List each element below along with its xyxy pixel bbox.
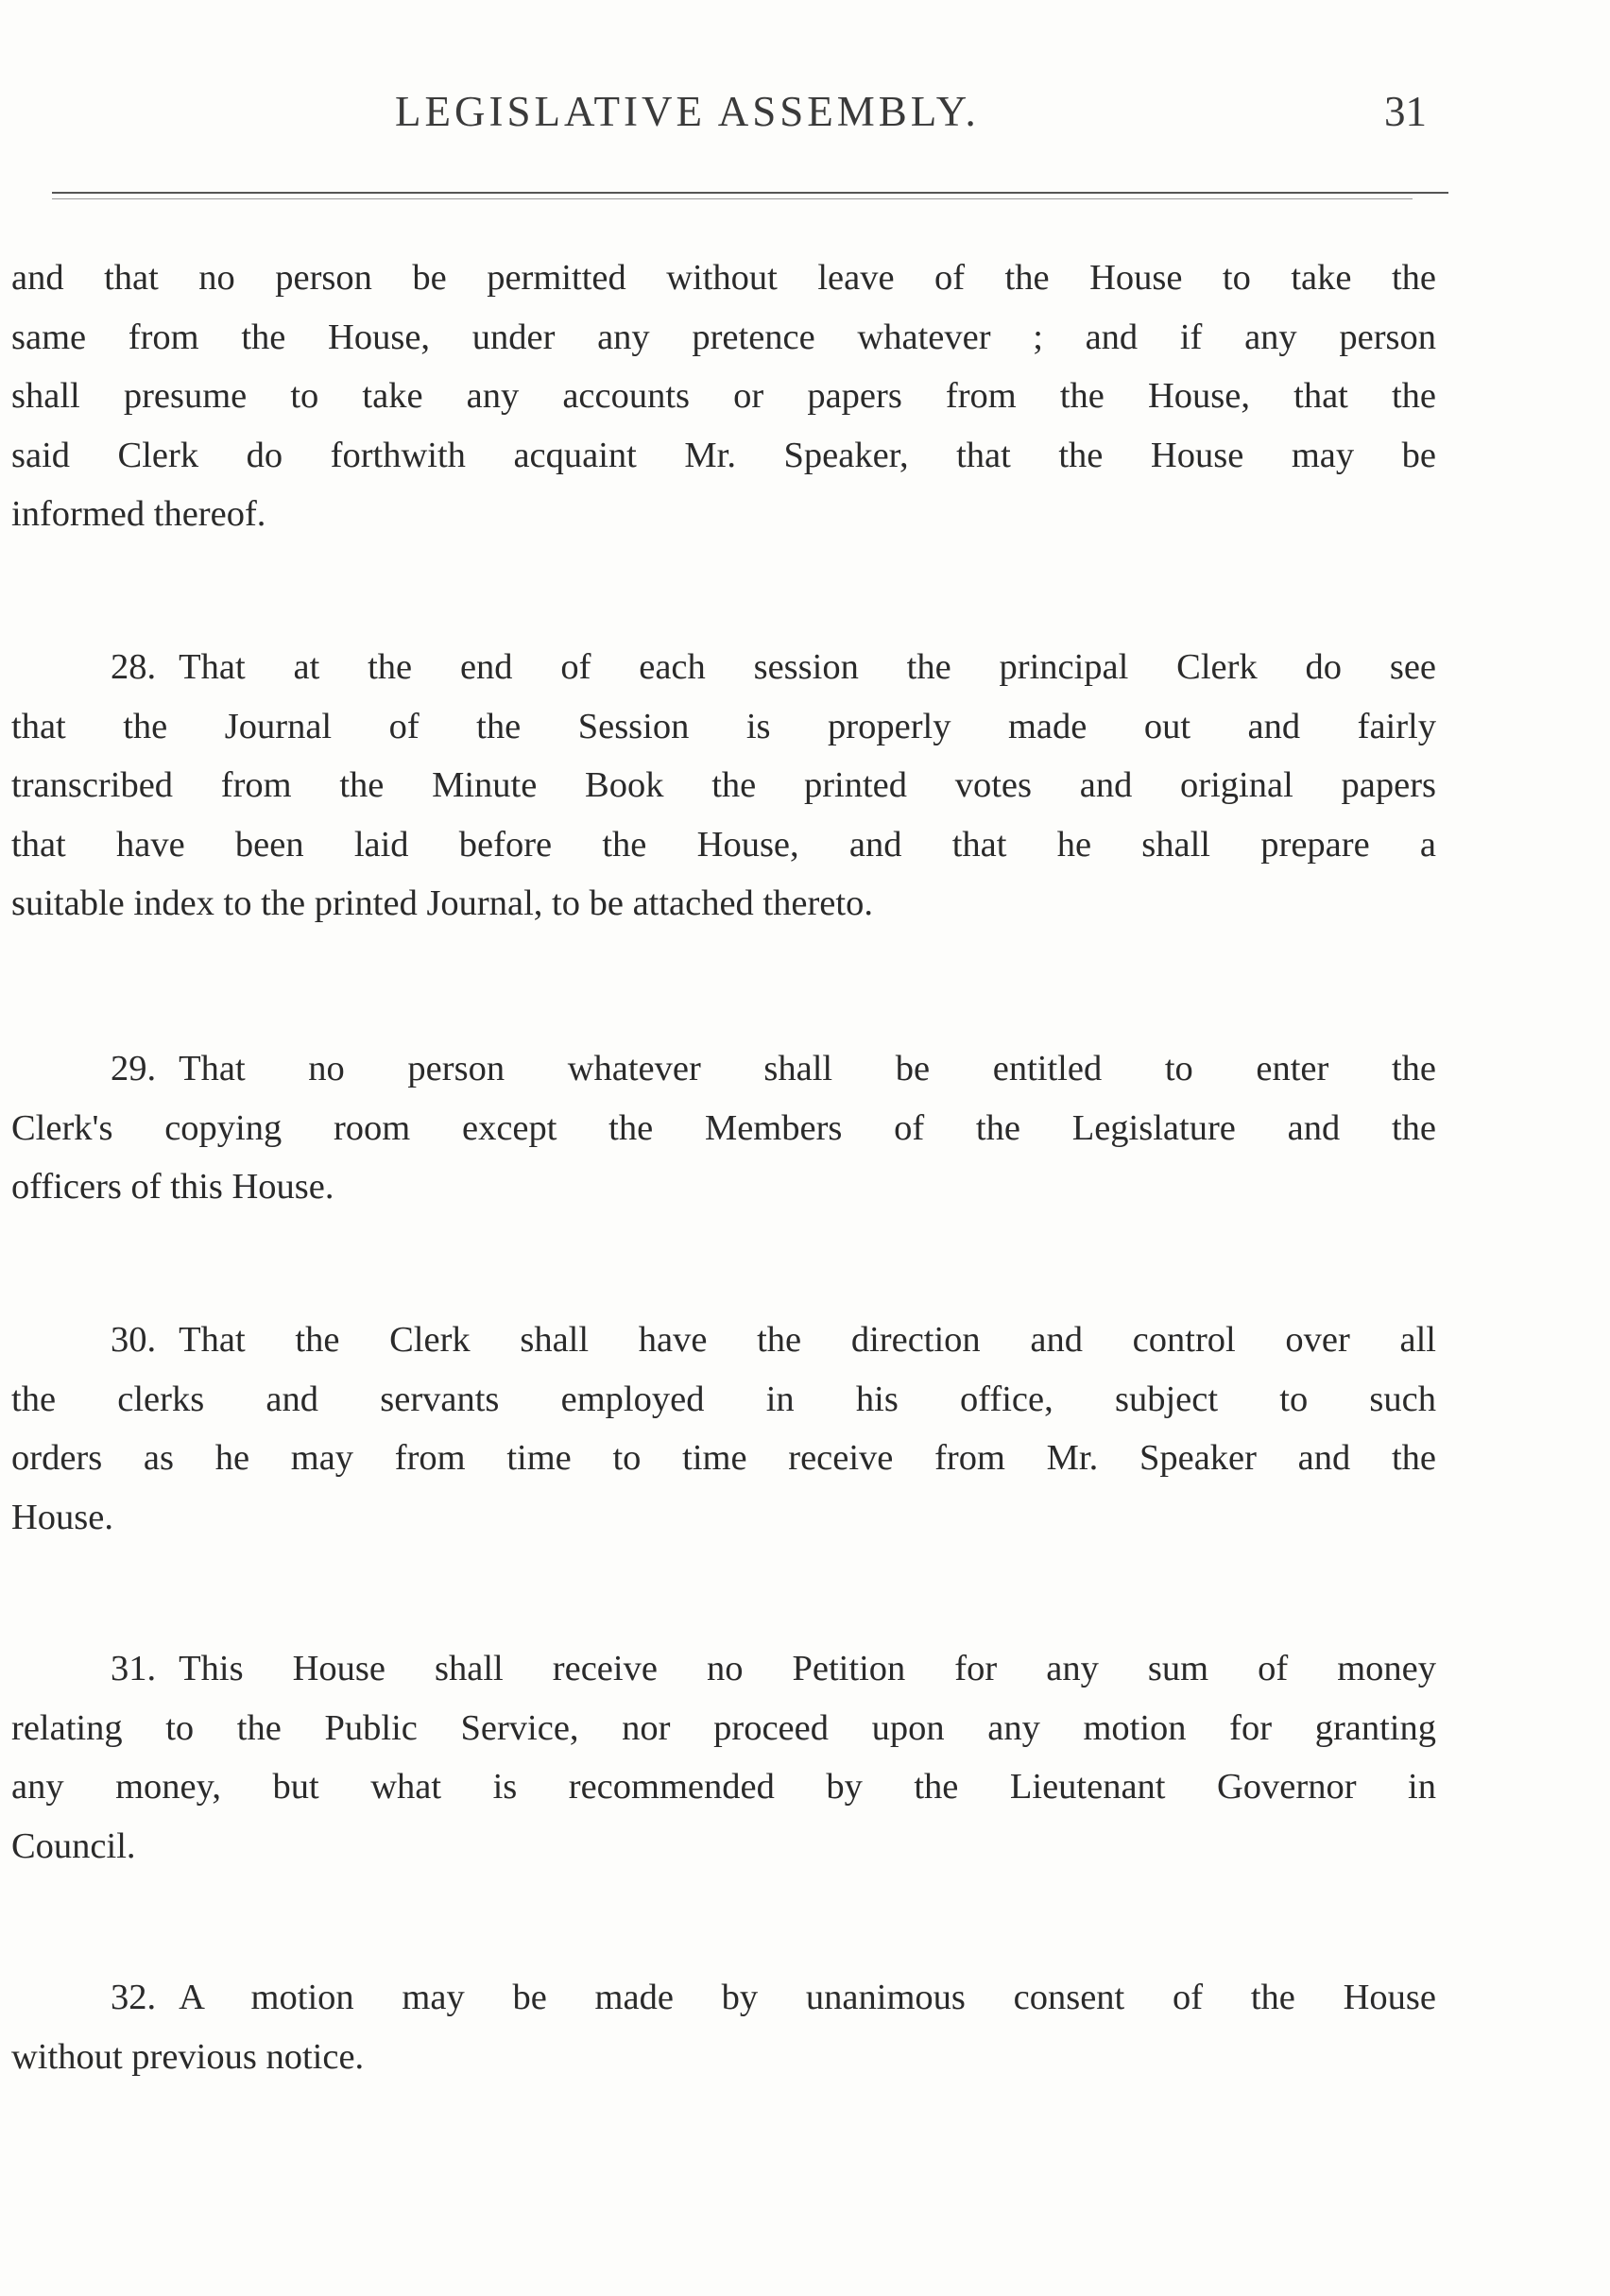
text-line: said Clerk do forthwith acquaint Mr. Speaker, that the House may be bbox=[11, 435, 1436, 475]
rule-number: 30. bbox=[111, 1320, 157, 1360]
rule-28 bbox=[11, 638, 1436, 934]
text-line: Clerk's copying room except the Members of the Legislature and the bbox=[11, 1107, 1436, 1148]
text-line: Council. bbox=[11, 1825, 136, 1866]
text-line: suitable index to the printed Journal, to be attached thereto. bbox=[11, 883, 873, 923]
rule-number: 32. bbox=[111, 1978, 157, 2017]
text-line: and that no person be permitted without leave of the House to take the bbox=[11, 258, 1436, 298]
text-line: that have been laid before the House, and that he shall prepare a bbox=[11, 824, 1436, 865]
running-title: LEGISLATIVE ASSEMBLY. bbox=[395, 88, 980, 135]
rule-number: 28. bbox=[111, 647, 157, 687]
text-line: the clerks and servants employed in his office, subject to such bbox=[11, 1379, 1436, 1419]
text-line: that the Journal of the Session is properly made out and fairly bbox=[11, 706, 1436, 746]
text-line-first bbox=[11, 1639, 1436, 1699]
rule-number: 29. bbox=[111, 1049, 157, 1088]
text-line-first bbox=[11, 1968, 1436, 2028]
text-line-first bbox=[11, 638, 1436, 697]
rule-30 bbox=[11, 1311, 1436, 1547]
rule-31 bbox=[11, 1639, 1436, 1876]
text-line: House. bbox=[11, 1497, 113, 1537]
header-rule bbox=[52, 192, 1448, 194]
text-line: informed thereof. bbox=[11, 494, 266, 534]
text-line: That the Clerk shall have the direction and control over all bbox=[179, 1320, 1436, 1360]
text-line: orders as he may from time to time receive from Mr. Speaker and the bbox=[11, 1438, 1436, 1478]
text-line: without previous notice. bbox=[11, 2036, 365, 2077]
text-line: That no person whatever shall be entitled to enter the bbox=[179, 1049, 1436, 1088]
text-line-first bbox=[11, 1039, 1436, 1099]
text-line: That at the end of each session the principal Clerk do see bbox=[179, 647, 1436, 687]
text-line: any money, but what is recommended by the Lieutenant Governor in bbox=[11, 1767, 1436, 1807]
rule-32 bbox=[11, 1968, 1436, 2086]
header-rule-secondary bbox=[52, 198, 1413, 199]
rule-29 bbox=[11, 1039, 1436, 1217]
text-line: relating to the Public Service, nor proceed upon any motion for granting bbox=[11, 1707, 1436, 1748]
rule-number: 31. bbox=[111, 1649, 157, 1688]
text-line: A motion may be made by unanimous consent of the House bbox=[179, 1978, 1436, 2017]
text-line: This House shall receive no Petition for any sum of money bbox=[179, 1649, 1436, 1688]
text-line: officers of this House. bbox=[11, 1167, 334, 1207]
running-header bbox=[0, 87, 1610, 144]
text-line: shall presume to take any accounts or papers from the House, that the bbox=[11, 376, 1436, 416]
text-line-first bbox=[11, 1311, 1436, 1370]
page-number: 31 bbox=[1384, 88, 1427, 135]
text-line: same from the House, under any pretence whatever ; and if any person bbox=[11, 317, 1436, 357]
paragraph-continuation bbox=[11, 248, 1436, 544]
text-line: transcribed from the Minute Book the printed votes and original papers bbox=[11, 765, 1436, 805]
